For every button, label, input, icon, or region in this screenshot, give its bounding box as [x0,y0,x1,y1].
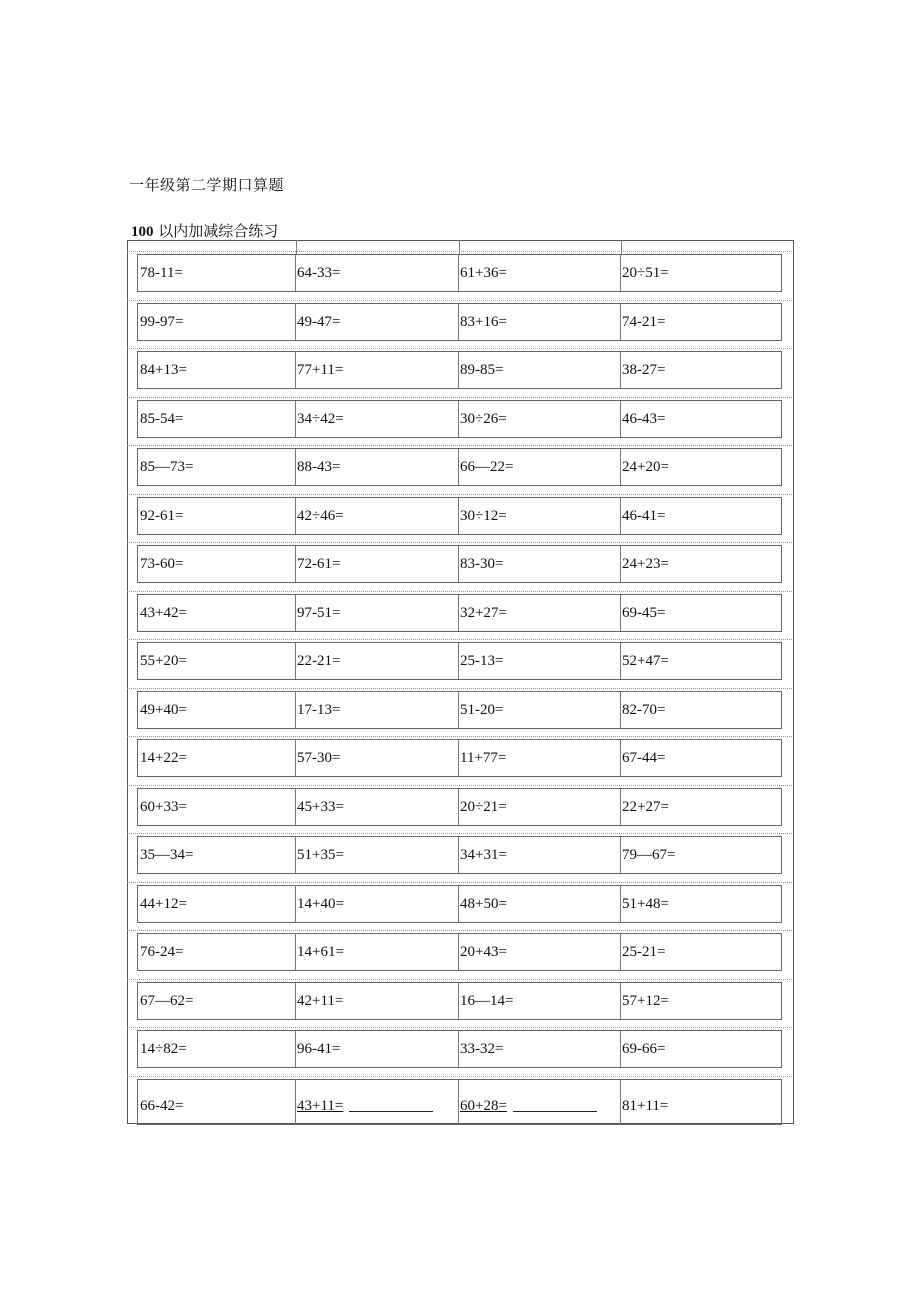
problem-cell [622,595,665,631]
problem-text: 81+11= [622,1098,669,1114]
column-divider [458,837,459,873]
table-row [137,351,782,389]
problem-cell [297,449,340,485]
column-divider [295,837,296,873]
column-divider [295,401,296,437]
problem-cell [460,789,507,825]
table-row [137,400,782,438]
answer-blank[interactable] [513,1097,597,1112]
row-separator [127,785,792,786]
problem-cell [140,498,183,534]
column-divider [295,983,296,1019]
column-divider [295,546,296,582]
problem-text: 88-43= [297,459,341,475]
table-row [137,303,782,341]
row-separator [127,736,792,737]
row-separator [127,445,792,446]
problem-cell [297,643,340,679]
problem-cell [297,1031,340,1067]
row-separator [127,833,792,834]
column-divider [458,255,459,291]
problem-text: 67-44= [622,750,666,766]
problem-text: 76-24= [140,944,184,960]
problem-text: 43+42= [140,605,187,621]
column-divider [458,304,459,340]
column-divider [295,304,296,340]
table-row [137,836,782,874]
problem-cell [622,886,669,922]
problem-text: 17-13= [297,702,341,718]
problem-cell [460,740,506,776]
problem-cell [460,886,507,922]
table-row [137,642,782,680]
column-divider [620,546,621,582]
column-divider [620,740,621,776]
problem-cell [297,401,344,437]
exercise-table [127,240,793,1123]
problem-text: 30÷26= [460,411,507,427]
column-divider [458,352,459,388]
problem-text: 89-85= [460,362,504,378]
problem-cell [460,401,507,437]
table-row [137,594,782,632]
problem-text: 24+23= [622,556,669,572]
problem-text: 85—73= [140,459,194,475]
problem-cell [460,934,507,970]
column-divider [295,886,296,922]
problem-cell [297,546,340,582]
problem-text: 64-33= [297,265,341,281]
problem-cell [297,934,344,970]
problem-text: 92-61= [140,508,184,524]
table-row [137,545,782,583]
column-divider [458,983,459,1019]
row-separator [127,979,792,980]
problem-cell [140,983,193,1019]
problem-cell [297,886,344,922]
column-divider [620,401,621,437]
problem-cell [140,401,183,437]
problem-cell [460,837,507,873]
problem-cell [622,255,669,291]
problem-text: 66-42= [140,1098,184,1114]
problem-text: 35—34= [140,847,194,863]
problem-cell [460,546,503,582]
problem-cell [297,304,340,340]
column-divider [620,304,621,340]
row-separator [127,494,792,495]
column-divider [458,789,459,825]
column-divider [295,449,296,485]
column-divider [458,1031,459,1067]
problem-text: 52+47= [622,653,669,669]
problem-cell [140,886,187,922]
problem-text: 85-54= [140,411,184,427]
problem-text: 83-30= [460,556,504,572]
column-divider [620,595,621,631]
problem-text: 20÷51= [622,265,669,281]
column-divider [295,498,296,534]
problem-cell [140,837,193,873]
section-subtitle [131,220,278,241]
column-divider [620,983,621,1019]
problem-cell [140,304,183,340]
column-divider [295,1031,296,1067]
problem-cell [460,692,503,728]
column-divider [458,934,459,970]
problem-text: 34+31= [460,847,507,863]
problem-text: 43+11= [297,1098,344,1114]
problem-text: 33-32= [460,1041,504,1057]
row-separator [127,397,792,398]
problem-cell [622,1080,668,1124]
problem-cell [297,1080,433,1124]
column-divider [620,886,621,922]
problem-text: 38-27= [622,362,666,378]
problem-cell [622,449,669,485]
problem-text: 46-43= [622,411,666,427]
problem-cell [297,740,340,776]
problem-cell [140,692,187,728]
table-row [137,1030,782,1068]
column-divider [295,255,296,291]
problem-cell [297,983,343,1019]
table-row [137,254,782,292]
column-divider [620,255,621,291]
problem-cell [460,983,513,1019]
problem-text: 51+35= [297,847,344,863]
row-separator [127,300,792,301]
table-row [137,691,782,729]
column-divider [620,1031,621,1067]
row-separator [127,591,792,592]
problem-text: 16—14= [460,993,514,1009]
problem-cell [460,1031,503,1067]
problem-text: 42+11= [297,993,344,1009]
row-separator [127,1076,792,1077]
problem-text: 25-21= [622,944,666,960]
row-separator [127,1027,792,1028]
problem-text: 51+48= [622,896,669,912]
problem-text: 96-41= [297,1041,341,1057]
problem-text: 49+40= [140,702,187,718]
problem-cell [622,934,665,970]
problem-cell [622,692,665,728]
problem-cell [460,304,507,340]
column-divider [620,934,621,970]
problem-cell [140,546,183,582]
problem-cell [460,595,507,631]
subtitle-number: 100 [131,224,154,240]
problem-text: 72-61= [297,556,341,572]
row-separator [127,882,792,883]
problem-cell [622,546,669,582]
column-divider [458,643,459,679]
problem-text: 82-70= [622,702,666,718]
row-separator [127,930,792,931]
problem-text: 73-60= [140,556,184,572]
problem-cell [460,643,503,679]
column-divider [620,837,621,873]
column-divider [620,1080,621,1124]
column-divider [458,401,459,437]
problem-cell [297,498,344,534]
problem-text: 48+50= [460,896,507,912]
problem-text: 74-21= [622,314,666,330]
table-row [137,739,782,777]
problem-cell [622,498,665,534]
column-divider [295,692,296,728]
problem-text: 61+36= [460,265,507,281]
problem-text: 32+27= [460,605,507,621]
problem-text: 22+27= [622,799,669,815]
column-divider [458,449,459,485]
problem-text: 97-51= [297,605,341,621]
page-title: 一年级第二学期口算题 [129,176,285,194]
problem-text: 57-30= [297,750,341,766]
problem-text: 57+12= [622,993,669,1009]
problem-text: 30÷12= [460,508,507,524]
column-divider [620,498,621,534]
problem-text: 14+61= [297,944,344,960]
row-separator [127,688,792,689]
problem-text: 84+13= [140,362,187,378]
column-divider [620,352,621,388]
problem-cell [297,352,343,388]
problem-text: 60+28= [460,1098,507,1114]
problem-cell [622,304,665,340]
problem-cell [140,1031,187,1067]
problem-text: 67—62= [140,993,194,1009]
column-divider [458,740,459,776]
problem-text: 14÷82= [140,1041,187,1057]
problem-cell [140,643,187,679]
problem-text: 60+33= [140,799,187,815]
problem-cell [460,352,503,388]
problem-text: 14+22= [140,750,187,766]
column-divider [458,498,459,534]
problem-cell [622,352,665,388]
problem-cell [297,837,344,873]
problem-cell [297,255,340,291]
problem-cell [622,740,665,776]
column-divider [295,352,296,388]
problem-cell [140,740,187,776]
problem-cell [140,1080,183,1124]
column-divider [295,740,296,776]
table-row [137,788,782,826]
column-divider [295,643,296,679]
problem-cell [140,934,183,970]
problem-cell [297,692,340,728]
column-divider [620,789,621,825]
problem-cell [140,789,187,825]
problem-text: 42÷46= [297,508,344,524]
problem-text: 45+33= [297,799,344,815]
column-divider [620,449,621,485]
column-divider [458,595,459,631]
problem-cell [460,1080,597,1124]
problem-text: 46-41= [622,508,666,524]
problem-text: 14+40= [297,896,344,912]
table-row [137,885,782,923]
column-divider [295,595,296,631]
problem-cell [297,595,340,631]
row-separator [127,639,792,640]
problem-text: 25-13= [460,653,504,669]
problem-text: 77+11= [297,362,344,378]
problem-text: 22-21= [297,653,341,669]
problem-cell [622,401,665,437]
problem-cell [140,449,193,485]
column-divider [620,692,621,728]
column-divider [295,934,296,970]
problem-cell [140,255,183,291]
problem-text: 44+12= [140,896,187,912]
column-divider [295,1080,296,1124]
problem-text: 83+16= [460,314,507,330]
problem-cell [140,352,187,388]
table-row [137,497,782,535]
column-divider [295,789,296,825]
table-row [137,1079,782,1125]
table-row [137,982,782,1020]
problem-text: 69-45= [622,605,666,621]
problem-cell [622,643,669,679]
answer-blank[interactable] [349,1097,433,1112]
column-divider [458,1080,459,1124]
problem-text: 79—67= [622,847,676,863]
problem-cell [622,837,675,873]
problem-text: 55+20= [140,653,187,669]
problem-text: 11+77= [460,750,507,766]
problem-text: 99-97= [140,314,184,330]
row-separator [127,251,792,252]
problem-cell [297,789,344,825]
problem-text: 69-66= [622,1041,666,1057]
problem-text: 78-11= [140,265,183,281]
problem-text: 49-47= [297,314,341,330]
problem-cell [622,1031,665,1067]
column-divider [458,886,459,922]
column-divider [458,692,459,728]
problem-cell [622,983,669,1019]
problem-text: 51-20= [460,702,504,718]
problem-text: 20+43= [460,944,507,960]
problem-text: 24+20= [622,459,669,475]
table-row [137,933,782,971]
row-separator [127,542,792,543]
table-row [137,448,782,486]
column-divider [458,546,459,582]
problem-text: 34÷42= [297,411,344,427]
problem-text: 66—22= [460,459,514,475]
problem-cell [460,449,513,485]
problem-cell [460,255,507,291]
problem-cell [140,595,187,631]
problem-cell [460,498,507,534]
row-separator [127,348,792,349]
problem-cell [622,789,669,825]
column-divider [620,643,621,679]
subtitle-text: 以内加减综合练习 [158,222,279,240]
problem-text: 20÷21= [460,799,507,815]
